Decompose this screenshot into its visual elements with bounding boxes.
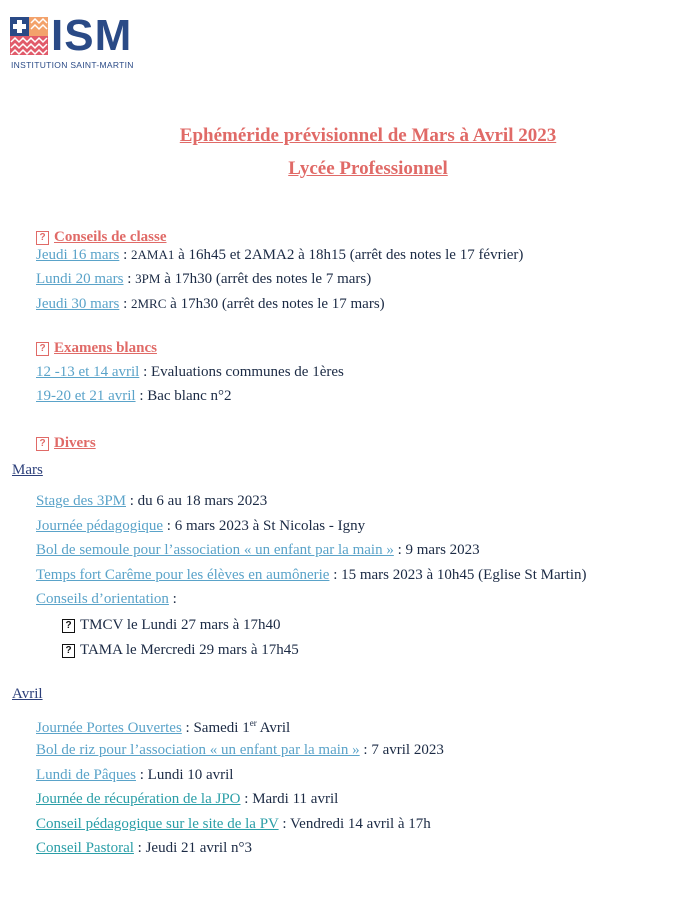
event-link[interactable]: Conseils d’orientation [36,591,169,607]
conseil-item: Lundi 20 mars : 3PM à 17h30 (arrêt des notes le 7 mars) [36,271,372,287]
conseil-item: Jeudi 30 mars : 2MRC à 17h30 (arrêt des notes le 17 mars) [36,296,385,312]
event-item: Bol de riz pour l’association « un enfant par la main » : 7 avril 2023 [36,742,444,758]
event-link[interactable]: Temps fort Carême pour les élèves en aumônerie [36,567,330,583]
section-heading: Conseils de classe [54,229,167,245]
date-link[interactable]: 19-20 et 21 avril [36,388,136,404]
event-item: Conseils d’orientation : [36,591,177,607]
event-item: Temps fort Carême pour les élèves en aumônerie : 15 mars 2023 à 10h45 (Eglise St Martin) [36,567,587,583]
missing-glyph-icon: ? [36,342,49,356]
conseil-item: Jeudi 16 mars : 2AMA1 à 16h45 et 2AMA2 à 18h15 (arrêt des notes le 17 février) [36,247,524,263]
missing-glyph-icon: ? [62,619,75,633]
event-item: Conseil Pastoral : Jeudi 21 avril n°3 [36,840,252,856]
section-heading: Examens blancs [54,340,157,356]
month-heading-mars: Mars [12,462,43,478]
event-item: Bol de semoule pour l’association « un enfant par la main » : 9 mars 2023 [36,542,480,558]
logo-subtitle: INSTITUTION SAINT-MARTIN [11,60,134,70]
orientation-item: ? TAMA le Mercredi 29 mars à 17h45 [62,642,299,659]
page-title: Ephéméride prévisionnel de Mars à Avril 2023 [179,125,557,146]
event-link[interactable]: Journée pédagogique [36,518,164,534]
event-link[interactable]: Bol de semoule pour l’association « un enfant par la main » [36,542,394,558]
event-item: Journée pédagogique : 6 mars 2023 à St Nicolas - Igny [36,518,366,534]
event-link[interactable]: Bol de riz pour l’association « un enfant par la main » [36,742,360,758]
examen-item: 19-20 et 21 avril : Bac blanc n°2 [36,388,232,404]
institution-emblem-icon [10,17,48,55]
date-link[interactable]: Lundi 20 mars [36,271,124,287]
examen-item: 12 -13 et 14 avril : Evaluations communes de 1ères [36,364,344,380]
date-link[interactable]: 12 -13 et 14 avril [36,364,140,380]
ism-logo [10,11,152,72]
section-divers [36,435,96,452]
missing-glyph-icon: ? [62,644,75,658]
section-heading: Divers [54,435,96,451]
missing-glyph-icon: ? [36,437,49,451]
month-heading-avril: Avril [12,686,43,702]
event-link[interactable]: Conseil Pastoral [36,840,134,856]
event-link[interactable]: Lundi de Pâques [36,767,136,783]
event-item: Lundi de Pâques : Lundi 10 avril [36,767,234,783]
event-link[interactable]: Journée de récupération de la JPO [36,791,241,807]
missing-glyph-icon: ? [36,231,49,245]
event-link[interactable]: Journée Portes Ouvertes [36,720,182,736]
date-link[interactable]: Jeudi 16 mars [36,247,120,263]
event-link[interactable]: Conseil pédagogique sur le site de la PV [36,816,279,832]
event-item: Journée de récupération de la JPO : Mardi 11 avril [36,791,339,807]
date-link[interactable]: Jeudi 30 mars [36,296,120,312]
section-examens-blancs [36,340,157,357]
page-subtitle: Lycée Professionnel [288,158,448,179]
event-item: Stage des 3PM : du 6 au 18 mars 2023 [36,493,268,509]
logo-abbreviation: ISM [51,11,133,60]
event-link[interactable]: Stage des 3PM [36,493,126,509]
event-item: Journée Portes Ouvertes : Samedi 1er Avril [36,718,291,736]
orientation-item: ? TMCV le Lundi 27 mars à 17h40 [62,617,281,634]
event-item: Conseil pédagogique sur le site de la PV : Vendredi 14 avril à 17h [36,816,431,832]
section-conseils-de-classe [36,229,167,246]
